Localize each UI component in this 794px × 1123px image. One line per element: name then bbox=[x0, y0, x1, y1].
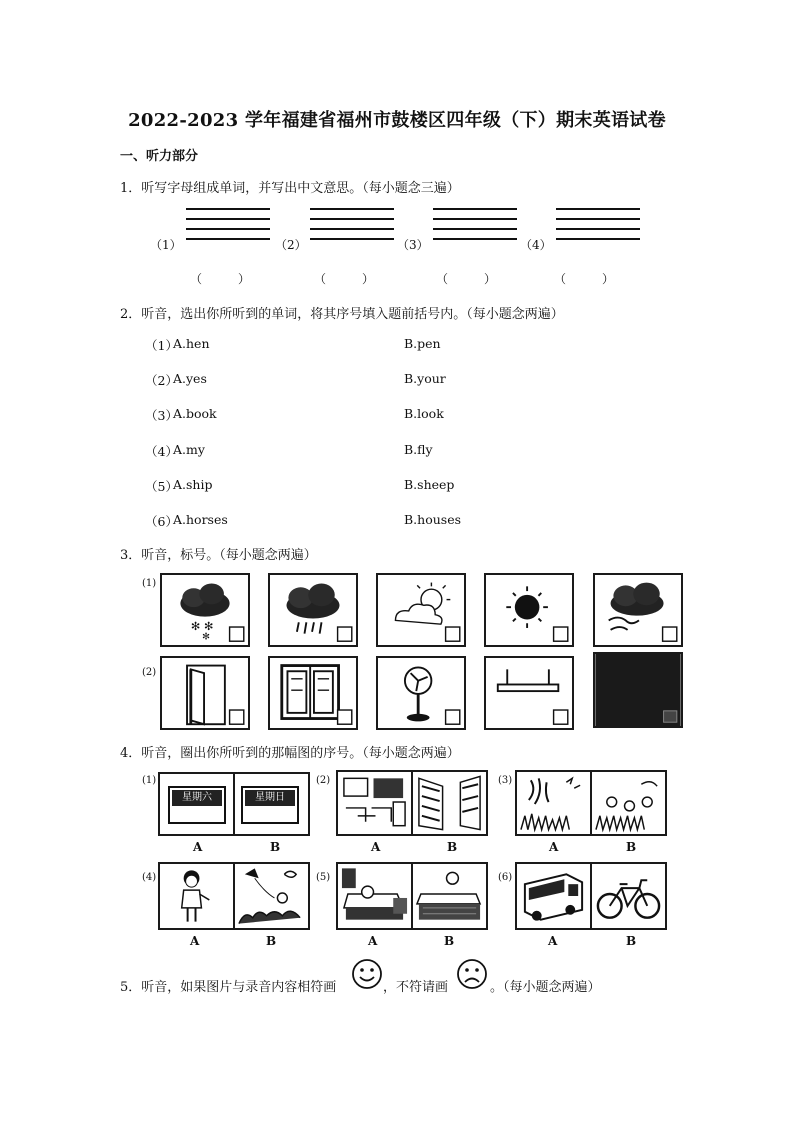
q2-item-5-num: （5） bbox=[145, 479, 178, 494]
q4-item-2-pictures bbox=[336, 770, 488, 836]
q2-item-3-option-b[interactable]: B.look bbox=[404, 406, 444, 421]
partly-cloudy-icon bbox=[378, 575, 464, 645]
sad-face-icon bbox=[456, 958, 488, 990]
classroom-icon bbox=[338, 772, 411, 834]
q4-2-caption-b: B bbox=[447, 840, 458, 854]
section-heading-listening: 一、听力部分 bbox=[120, 149, 199, 164]
q2-item-3-option-a[interactable]: A.book bbox=[173, 406, 217, 421]
q4-5-picture-a[interactable] bbox=[338, 864, 413, 928]
q1-answer-paren-3[interactable]: （ ） bbox=[436, 272, 497, 286]
q4-item-1-pictures bbox=[158, 772, 310, 836]
svg-text:✻: ✻ bbox=[202, 631, 211, 643]
q3-picture-fan[interactable] bbox=[376, 656, 466, 730]
q4-4-caption-a: A bbox=[190, 934, 200, 948]
window-icon bbox=[270, 658, 356, 728]
q4-label-4: (4) bbox=[142, 872, 157, 883]
q4-1-picture-b[interactable] bbox=[235, 774, 308, 834]
q4-2-picture-a[interactable] bbox=[338, 772, 413, 834]
q4-6-picture-b[interactable] bbox=[592, 864, 665, 928]
fan-icon bbox=[378, 658, 464, 728]
q4-4-picture-b[interactable] bbox=[235, 864, 308, 928]
q4-5-caption-b: B bbox=[444, 934, 455, 948]
ceiling-light-icon bbox=[486, 658, 572, 728]
q2-item-4-option-a[interactable]: A.my bbox=[173, 442, 205, 457]
q2-item-1-option-a[interactable]: A.hen bbox=[173, 336, 210, 351]
sun-icon bbox=[486, 575, 572, 645]
q1-label-4: （4） bbox=[520, 238, 552, 252]
q2-item-6-option-a[interactable]: A.horses bbox=[173, 512, 228, 527]
q1-answer-paren-2[interactable]: （ ） bbox=[314, 272, 375, 286]
q2-item-1-num: （1） bbox=[145, 338, 178, 353]
q4-5-caption-a: A bbox=[368, 934, 378, 948]
question-2-text: 2．听音，选出你所听到的单词，将其序号填入题前括号内。（每小题念两遍） bbox=[120, 307, 564, 322]
smiley-face-icon bbox=[351, 958, 383, 990]
q4-3-caption-a: A bbox=[549, 840, 559, 854]
q3-row-label-2: (2) bbox=[142, 667, 157, 678]
q4-6-picture-a[interactable] bbox=[517, 864, 592, 928]
q3-picture-blackboard[interactable] bbox=[593, 652, 683, 728]
q2-item-6-num: （6） bbox=[145, 514, 178, 529]
q1-writing-lines-1[interactable] bbox=[186, 208, 270, 242]
q4-6-caption-b: B bbox=[626, 934, 637, 948]
q3-picture-windy[interactable] bbox=[593, 573, 683, 647]
q2-item-1-option-b[interactable]: B.pen bbox=[404, 336, 441, 351]
calendar-icon bbox=[241, 786, 299, 824]
q3-picture-snowy[interactable] bbox=[160, 573, 250, 647]
q4-1-picture-a[interactable] bbox=[160, 774, 235, 834]
flowers-garden-icon bbox=[592, 772, 665, 834]
blackboard-icon bbox=[595, 654, 681, 726]
question-1-text: 1．听写字母组成单词，并写出中文意思。（每小题念三遍） bbox=[120, 181, 460, 196]
snow-cloud-icon bbox=[162, 575, 248, 645]
svg-text:✻ ✻: ✻ ✻ bbox=[190, 618, 214, 633]
q4-3-picture-b[interactable] bbox=[592, 772, 665, 834]
q4-label-5: (5) bbox=[316, 872, 331, 883]
q4-label-3: (3) bbox=[498, 775, 513, 786]
question-3-text: 3．听音，标号。（每小题念两遍） bbox=[120, 548, 317, 563]
q1-writing-lines-2[interactable] bbox=[310, 208, 394, 242]
q3-picture-cloudy-sun[interactable] bbox=[376, 573, 466, 647]
calendar-icon bbox=[168, 786, 226, 824]
bicycle-icon bbox=[592, 864, 665, 928]
q2-item-6-option-b[interactable]: B.houses bbox=[404, 512, 462, 527]
calendar-day-label-a: 星期六 bbox=[172, 790, 222, 806]
bus-icon bbox=[517, 864, 590, 928]
q4-4-caption-b: B bbox=[266, 934, 277, 948]
q3-picture-sunny[interactable] bbox=[484, 573, 574, 647]
q3-picture-light[interactable] bbox=[484, 656, 574, 730]
q4-2-picture-b[interactable] bbox=[413, 772, 486, 834]
q2-item-4-option-b[interactable]: B.fly bbox=[404, 442, 433, 457]
q3-picture-rainy[interactable] bbox=[268, 573, 358, 647]
q4-3-caption-b: B bbox=[626, 840, 637, 854]
q2-item-3-num: （3） bbox=[145, 408, 178, 423]
q1-answer-paren-1[interactable]: （ ） bbox=[190, 272, 251, 286]
q1-label-3: （3） bbox=[397, 238, 429, 252]
q4-item-6-pictures bbox=[515, 862, 667, 930]
tree-grass-icon bbox=[517, 772, 590, 834]
q3-row-label-1: (1) bbox=[142, 578, 157, 589]
q2-item-4-num: （4） bbox=[145, 444, 178, 459]
wind-cloud-icon bbox=[595, 575, 681, 645]
q4-3-picture-a[interactable] bbox=[517, 772, 592, 834]
q4-6-caption-a: A bbox=[548, 934, 558, 948]
q4-item-4-pictures bbox=[158, 862, 310, 930]
q4-1-caption-b: B bbox=[270, 840, 281, 854]
rain-cloud-icon bbox=[270, 575, 356, 645]
q4-label-1: (1) bbox=[142, 775, 157, 786]
question-5-text-after: 。（每小题念两遍） bbox=[490, 980, 601, 995]
question-4-text: 4．听音，圈出你所听到的那幅图的序号。（每小题念两遍） bbox=[120, 746, 460, 761]
q2-item-2-num: （2） bbox=[145, 373, 178, 388]
girl-icon bbox=[160, 864, 233, 928]
door-icon bbox=[162, 658, 248, 728]
q2-item-2-option-b[interactable]: B.your bbox=[404, 371, 446, 386]
q4-1-caption-a: A bbox=[193, 840, 203, 854]
library-icon bbox=[413, 772, 486, 834]
q1-writing-lines-3[interactable] bbox=[433, 208, 517, 242]
q4-2-caption-a: A bbox=[371, 840, 381, 854]
q1-answer-paren-4[interactable]: （ ） bbox=[554, 272, 615, 286]
page-title: 2022-2023 学年福建省福州市鼓楼区四年级（下）期末英语试卷 bbox=[128, 110, 666, 131]
q4-label-2: (2) bbox=[316, 775, 331, 786]
q1-label-1: （1） bbox=[150, 238, 182, 252]
bed-sleeping-icon bbox=[338, 864, 411, 928]
bed-reading-icon bbox=[413, 864, 486, 928]
q3-picture-window[interactable] bbox=[268, 656, 358, 730]
q4-item-5-pictures bbox=[336, 862, 488, 930]
q2-item-5-option-a[interactable]: A.ship bbox=[173, 477, 213, 492]
q2-item-2-option-a[interactable]: A.yes bbox=[173, 371, 207, 386]
question-5-text-before: 5．听音，如果图片与录音内容相符画 bbox=[120, 980, 337, 995]
kid-kite-icon bbox=[235, 864, 308, 928]
q1-writing-lines-4[interactable] bbox=[556, 208, 640, 242]
q4-5-picture-b[interactable] bbox=[413, 864, 486, 928]
q4-4-picture-a[interactable] bbox=[160, 864, 235, 928]
question-5-text-middle: ，不符请画 bbox=[383, 980, 449, 995]
q4-item-3-pictures bbox=[515, 770, 667, 836]
q3-picture-door[interactable] bbox=[160, 656, 250, 730]
q1-label-2: （2） bbox=[275, 238, 307, 252]
q2-item-5-option-b[interactable]: B.sheep bbox=[404, 477, 455, 492]
q4-label-6: (6) bbox=[498, 872, 513, 883]
calendar-day-label-b: 星期日 bbox=[245, 790, 295, 806]
